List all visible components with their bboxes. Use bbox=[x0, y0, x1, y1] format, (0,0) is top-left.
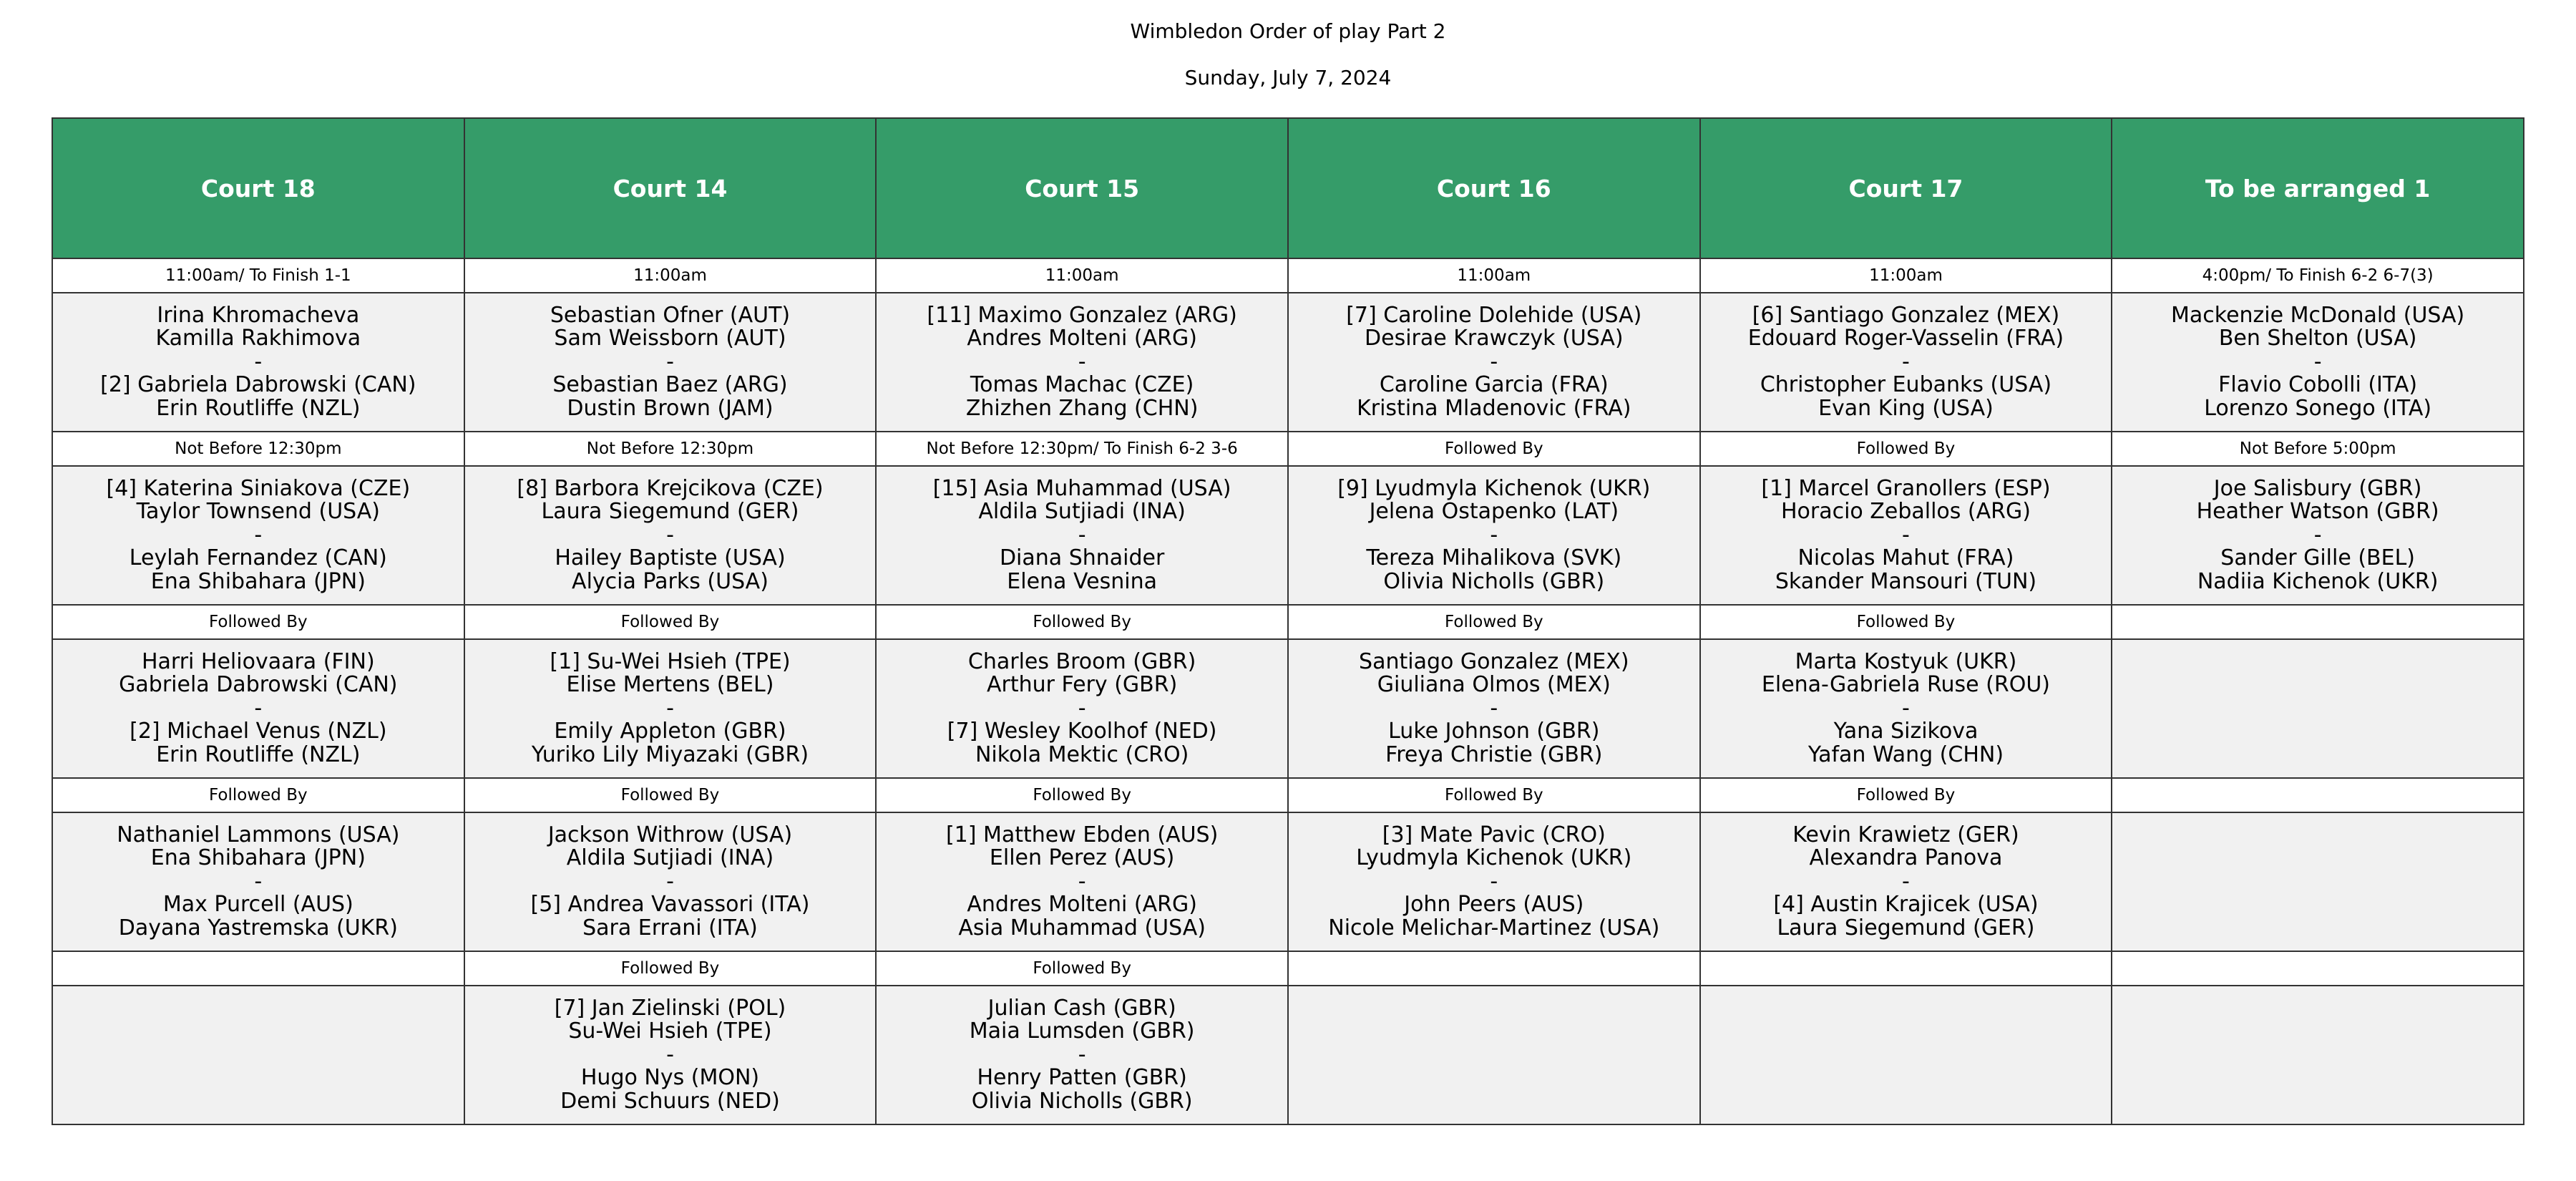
match-cell bbox=[2112, 986, 2524, 1124]
versus-separator: - bbox=[254, 868, 263, 894]
match-time-cell: Not Before 12:30pm/ To Finish 6-2 3-6 bbox=[876, 432, 1288, 466]
player-name: Su-Wei Hsieh (TPE) bbox=[568, 1019, 772, 1044]
player-name: Nathaniel Lammons (USA) bbox=[117, 822, 400, 847]
time-row bbox=[52, 258, 2524, 293]
player-name: Nikola Mektic (CRO) bbox=[975, 742, 1189, 767]
player-name: Marta Kostyuk (UKR) bbox=[1795, 648, 2017, 674]
court-header-row bbox=[52, 118, 2524, 258]
player-name: Leylah Fernandez (CAN) bbox=[129, 545, 387, 571]
match-row bbox=[52, 639, 2524, 778]
player-name: [2] Michael Venus (NZL) bbox=[130, 719, 387, 744]
player-name: Yuriko Lily Miyazaki (GBR) bbox=[531, 742, 809, 767]
player-name: Flavio Cobolli (ITA) bbox=[2218, 372, 2418, 398]
match-time-cell: Not Before 5:00pm bbox=[2112, 432, 2524, 466]
player-name: Sam Weissborn (AUT) bbox=[554, 326, 786, 351]
match-row bbox=[52, 466, 2524, 605]
match-cell bbox=[52, 986, 464, 1124]
player-name: Harri Heliovaara (FIN) bbox=[141, 648, 375, 674]
match-cell bbox=[2112, 639, 2524, 778]
player-name: Olivia Nicholls (GBR) bbox=[971, 1088, 1193, 1114]
versus-separator: - bbox=[666, 1041, 674, 1067]
match-cell bbox=[1700, 812, 2112, 951]
player-name: Emily Appleton (GBR) bbox=[554, 719, 786, 744]
player-name: Sara Errani (ITA) bbox=[582, 915, 758, 941]
player-name: Diana Shnaider bbox=[999, 545, 1165, 571]
match-cell bbox=[464, 812, 877, 951]
match-time-cell: Followed By bbox=[876, 605, 1288, 639]
player-name: Dustin Brown (JAM) bbox=[567, 395, 774, 421]
player-name: John Peers (AUS) bbox=[1404, 892, 1584, 918]
player-name: Charles Broom (GBR) bbox=[967, 648, 1196, 674]
player-name: Desirae Krawczyk (USA) bbox=[1365, 326, 1624, 351]
match-time-cell: Followed By bbox=[464, 778, 877, 812]
player-name: Henry Patten (GBR) bbox=[977, 1065, 1187, 1091]
player-name: Nadiia Kichenok (UKR) bbox=[2197, 568, 2439, 594]
match-time-cell: Followed By bbox=[1288, 778, 1700, 812]
versus-separator: - bbox=[1902, 695, 1910, 721]
match-time-cell: Followed By bbox=[876, 951, 1288, 986]
player-name: Lyudmyla Kichenok (UKR) bbox=[1356, 845, 1632, 871]
versus-separator: - bbox=[1490, 695, 1498, 721]
match-cell bbox=[1288, 986, 1700, 1124]
player-name: Horacio Zeballos (ARG) bbox=[1780, 499, 2031, 525]
player-name: Dayana Yastremska (UKR) bbox=[118, 915, 398, 941]
player-name: Tereza Mihalikova (SVK) bbox=[1366, 545, 1622, 571]
match-time-cell: Followed By bbox=[52, 605, 464, 639]
player-name: Heather Watson (GBR) bbox=[2196, 499, 2439, 525]
player-name: Yana Sizikova bbox=[1833, 719, 1979, 744]
versus-separator: - bbox=[254, 522, 263, 548]
player-name: [1] Su-Wei Hsieh (TPE) bbox=[550, 648, 791, 674]
match-cell bbox=[464, 639, 877, 778]
versus-separator: - bbox=[254, 695, 263, 721]
match-cell bbox=[1288, 293, 1700, 432]
match-cell bbox=[2112, 812, 2524, 951]
player-name: [7] Caroline Dolehide (USA) bbox=[1346, 302, 1642, 328]
match-time-cell: 11:00am bbox=[464, 258, 877, 293]
player-name: [3] Mate Pavic (CRO) bbox=[1382, 822, 1606, 847]
player-name: Nicole Melichar-Martinez (USA) bbox=[1328, 915, 1660, 941]
player-name: [4] Austin Krajicek (USA) bbox=[1773, 892, 2039, 918]
player-name: [4] Katerina Siniakova (CZE) bbox=[106, 475, 411, 501]
player-name: Kristina Mladenovic (FRA) bbox=[1357, 395, 1631, 421]
player-name: Zhizhen Zhang (CHN) bbox=[965, 395, 1199, 421]
match-row bbox=[52, 986, 2524, 1124]
player-name: Caroline Garcia (FRA) bbox=[1379, 372, 1609, 398]
match-cell bbox=[876, 466, 1288, 605]
player-name: Alexandra Panova bbox=[1809, 845, 2003, 871]
match-cell bbox=[2112, 293, 2524, 432]
player-name: Taylor Townsend (USA) bbox=[136, 499, 380, 525]
player-name: Evan King (USA) bbox=[1818, 395, 1994, 421]
versus-separator: - bbox=[1490, 349, 1498, 374]
player-name: Maia Lumsden (GBR) bbox=[969, 1019, 1195, 1044]
player-name: [8] Barbora Krejcikova (CZE) bbox=[517, 475, 824, 501]
player-name: Freya Christie (GBR) bbox=[1385, 742, 1603, 767]
player-name: Sebastian Baez (ARG) bbox=[552, 372, 788, 398]
match-cell bbox=[52, 639, 464, 778]
player-name: [1] Marcel Granollers (ESP) bbox=[1761, 475, 2051, 501]
player-name: Christopher Eubanks (USA) bbox=[1760, 372, 2052, 398]
player-name: Laura Siegemund (GER) bbox=[541, 499, 799, 525]
match-cell bbox=[52, 466, 464, 605]
match-cell bbox=[1288, 639, 1700, 778]
player-name: Jelena Ostapenko (LAT) bbox=[1369, 499, 1619, 525]
match-cell bbox=[464, 293, 877, 432]
player-name: Laura Siegemund (GER) bbox=[1777, 915, 2035, 941]
time-row bbox=[52, 778, 2524, 812]
order-of-play-table bbox=[52, 117, 2524, 1125]
court-header-court-16: Court 16 bbox=[1288, 118, 1700, 258]
player-name: Hugo Nys (MON) bbox=[580, 1065, 760, 1091]
player-name: Ben Shelton (USA) bbox=[2218, 326, 2417, 351]
match-time-cell: 4:00pm/ To Finish 6-2 6-7(3) bbox=[2112, 258, 2524, 293]
match-cell bbox=[464, 986, 877, 1124]
match-cell bbox=[1700, 639, 2112, 778]
match-time-cell: Followed By bbox=[876, 778, 1288, 812]
player-name: Irina Khromacheva bbox=[157, 302, 360, 328]
versus-separator: - bbox=[1078, 349, 1086, 374]
player-name: Andres Molteni (ARG) bbox=[967, 326, 1197, 351]
player-name: [11] Maximo Gonzalez (ARG) bbox=[927, 302, 1237, 328]
player-name: Kamilla Rakhimova bbox=[155, 326, 361, 351]
player-name: Sebastian Ofner (AUT) bbox=[550, 302, 791, 328]
match-time-cell: Followed By bbox=[52, 778, 464, 812]
match-time-cell: 11:00am bbox=[876, 258, 1288, 293]
player-name: Mackenzie McDonald (USA) bbox=[2171, 302, 2465, 328]
player-name: Ellen Perez (AUS) bbox=[989, 845, 1175, 871]
player-name: Ena Shibahara (JPN) bbox=[150, 845, 366, 871]
match-cell bbox=[1288, 466, 1700, 605]
match-time-cell: Followed By bbox=[464, 605, 877, 639]
player-name: Nicolas Mahut (FRA) bbox=[1797, 545, 2014, 571]
player-name: Luke Johnson (GBR) bbox=[1388, 719, 1600, 744]
match-row bbox=[52, 293, 2524, 432]
versus-separator: - bbox=[1078, 522, 1086, 548]
match-time-cell bbox=[2112, 605, 2524, 639]
player-name: Erin Routliffe (NZL) bbox=[156, 742, 361, 767]
court-header-court-18: Court 18 bbox=[52, 118, 464, 258]
player-name: Arthur Fery (GBR) bbox=[986, 672, 1178, 698]
player-name: Olivia Nicholls (GBR) bbox=[1383, 568, 1605, 594]
match-time-cell: Followed By bbox=[464, 951, 877, 986]
player-name: [15] Asia Muhammad (USA) bbox=[932, 475, 1231, 501]
player-name: Jackson Withrow (USA) bbox=[547, 822, 793, 847]
match-time-cell: Not Before 12:30pm bbox=[464, 432, 877, 466]
match-cell bbox=[52, 812, 464, 951]
player-name: Santiago Gonzalez (MEX) bbox=[1359, 648, 1629, 674]
match-cell bbox=[464, 466, 877, 605]
player-name: Hailey Baptiste (USA) bbox=[555, 545, 786, 571]
player-name: Asia Muhammad (USA) bbox=[958, 915, 1206, 941]
time-row bbox=[52, 432, 2524, 466]
court-header-court-15: Court 15 bbox=[876, 118, 1288, 258]
player-name: Aldila Sutjiadi (INA) bbox=[566, 845, 774, 871]
versus-separator: - bbox=[1902, 868, 1910, 894]
versus-separator: - bbox=[666, 868, 674, 894]
time-row bbox=[52, 605, 2524, 639]
player-name: Elena Vesnina bbox=[1007, 568, 1157, 594]
player-name: Elena-Gabriela Ruse (ROU) bbox=[1761, 672, 2050, 698]
versus-separator: - bbox=[1078, 695, 1086, 721]
player-name: [9] Lyudmyla Kichenok (UKR) bbox=[1337, 475, 1651, 501]
match-time-cell: Followed By bbox=[1700, 778, 2112, 812]
player-name: Kevin Krawietz (GER) bbox=[1792, 822, 2019, 847]
versus-separator: - bbox=[1902, 522, 1910, 548]
versus-separator: - bbox=[666, 695, 674, 721]
versus-separator: - bbox=[666, 349, 674, 374]
time-row bbox=[52, 951, 2524, 986]
court-header-court-17: Court 17 bbox=[1700, 118, 2112, 258]
match-row bbox=[52, 812, 2524, 951]
player-name: Demi Schuurs (NED) bbox=[560, 1088, 780, 1114]
match-time-cell bbox=[1700, 951, 2112, 986]
player-name: [5] Andrea Vavassori (ITA) bbox=[530, 892, 810, 918]
player-name: Erin Routliffe (NZL) bbox=[156, 395, 361, 421]
player-name: Andres Molteni (ARG) bbox=[967, 892, 1197, 918]
match-time-cell bbox=[2112, 778, 2524, 812]
versus-separator: - bbox=[666, 522, 674, 548]
player-name: Joe Salisbury (GBR) bbox=[2213, 475, 2422, 501]
player-name: Lorenzo Sonego (ITA) bbox=[2204, 395, 2432, 421]
match-time-cell: Followed By bbox=[1700, 605, 2112, 639]
court-header-to-be-arranged-1: To be arranged 1 bbox=[2112, 118, 2524, 258]
match-cell bbox=[876, 639, 1288, 778]
match-cell bbox=[876, 812, 1288, 951]
versus-separator: - bbox=[1078, 868, 1086, 894]
player-name: Ena Shibahara (JPN) bbox=[150, 568, 366, 594]
player-name: [1] Matthew Ebden (AUS) bbox=[945, 822, 1219, 847]
page-title: Wimbledon Order of play Part 2 bbox=[1130, 19, 1446, 43]
match-time-cell: Not Before 12:30pm bbox=[52, 432, 464, 466]
player-name: [7] Wesley Koolhof (NED) bbox=[947, 719, 1217, 744]
versus-separator: - bbox=[2313, 349, 2322, 374]
match-cell bbox=[1700, 293, 2112, 432]
court-header-court-14: Court 14 bbox=[464, 118, 877, 258]
match-cell bbox=[52, 293, 464, 432]
match-cell bbox=[1700, 466, 2112, 605]
match-time-cell bbox=[2112, 951, 2524, 986]
match-time-cell bbox=[52, 951, 464, 986]
player-name: Sander Gille (BEL) bbox=[2220, 545, 2415, 571]
player-name: Julian Cash (GBR) bbox=[987, 995, 1176, 1021]
versus-separator: - bbox=[1078, 1041, 1086, 1067]
player-name: Gabriela Dabrowski (CAN) bbox=[119, 672, 398, 698]
player-name: Alycia Parks (USA) bbox=[572, 568, 769, 594]
match-cell bbox=[876, 293, 1288, 432]
versus-separator: - bbox=[254, 349, 263, 374]
player-name: Edouard Roger-Vasselin (FRA) bbox=[1747, 326, 2064, 351]
player-name: Elise Mertens (BEL) bbox=[566, 672, 774, 698]
player-name: Max Purcell (AUS) bbox=[162, 892, 353, 918]
match-cell bbox=[876, 986, 1288, 1124]
match-time-cell bbox=[1288, 951, 1700, 986]
match-time-cell: 11:00am/ To Finish 1-1 bbox=[52, 258, 464, 293]
match-time-cell: 11:00am bbox=[1288, 258, 1700, 293]
match-cell bbox=[1700, 986, 2112, 1124]
match-time-cell: Followed By bbox=[1288, 432, 1700, 466]
versus-separator: - bbox=[2313, 522, 2322, 548]
match-time-cell: Followed By bbox=[1288, 605, 1700, 639]
player-name: [2] Gabriela Dabrowski (CAN) bbox=[100, 372, 416, 398]
player-name: [6] Santiago Gonzalez (MEX) bbox=[1752, 302, 2060, 328]
player-name: Giuliana Olmos (MEX) bbox=[1377, 672, 1611, 698]
match-cell bbox=[1288, 812, 1700, 951]
match-time-cell: 11:00am bbox=[1700, 258, 2112, 293]
versus-separator: - bbox=[1490, 522, 1498, 548]
player-name: Tomas Machac (CZE) bbox=[970, 372, 1194, 398]
player-name: Aldila Sutjiadi (INA) bbox=[978, 499, 1186, 525]
player-name: [7] Jan Zielinski (POL) bbox=[554, 995, 786, 1021]
match-cell bbox=[2112, 466, 2524, 605]
player-name: Yafan Wang (CHN) bbox=[1807, 742, 2004, 767]
player-name: Skander Mansouri (TUN) bbox=[1775, 568, 2037, 594]
match-time-cell: Followed By bbox=[1700, 432, 2112, 466]
schedule-date: Sunday, July 7, 2024 bbox=[1184, 66, 1392, 89]
versus-separator: - bbox=[1490, 868, 1498, 894]
versus-separator: - bbox=[1902, 349, 1910, 374]
